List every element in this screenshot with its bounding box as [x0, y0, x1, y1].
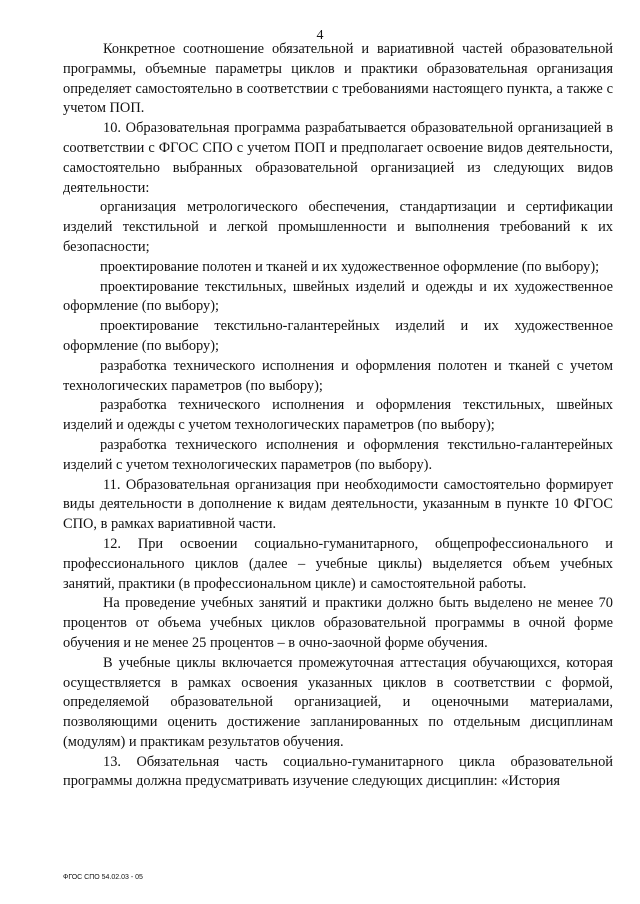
paragraph-attestation: В учебные циклы включается промежуточная аттестация обучающихся, которая осуществляется в рамках освоения указанных циклов в соответствии с формой, определяемой образовательной организацией, и оценочными материалами, позволяющими оценить достижение запланированных по отдельным дисциплинам (модулям) и практикам результатов обучения.	[63, 654, 613, 750]
list-item-fabric-engineering: разработка технического исполнения и оформления полотен и тканей с учетом технологических параметров (по выбору);	[63, 357, 613, 394]
paragraph-program-ratio: Конкретное соотношение обязательной и вариативной частей образовательной программы, объемные параметры циклов и практики образовательная организация определяет самостоятельно в соответствии с требованиями настоящего пункта, а также с учетом ПОП.	[63, 41, 613, 117]
list-item-haberdashery-design: проектирование текстильно-галантерейных изделий и их художественное оформление (по выбору);	[63, 318, 613, 354]
paragraph-item-12: 12. При освоении социально-гуманитарного, общепрофессионального и профессионального циклов (далее – учебные циклы) выделяется объем учебных занятий, практики (в профессиональном цикле) и самостоятельной работы.	[63, 535, 613, 592]
list-item-metrology: организация метрологического обеспечения, стандартизации и сертификации изделий текстильной и легкой промышленности и выполнения требований к их безопасности;	[63, 199, 613, 255]
footer-document-code: ФГОС СПО 54.02.03 - 05	[63, 874, 143, 881]
paragraph-item-13: 13. Обязательная часть социально-гуманитарного цикла образовательной программы должна предусматривать изучение следующих дисциплин: «История	[63, 753, 613, 790]
paragraph-item-10: 10. Образовательная программа разрабатывается образовательной организацией в соответствии с ФГОС СПО с учетом ПОП и предполагает освоение видов деятельности, самостоятельно выбранных образовательной организацией из следующих видов деятельности:	[63, 120, 613, 196]
document-body	[63, 40, 613, 792]
paragraph-item-11: 11. Образовательная организация при необходимости самостоятельно формирует виды деятельности в дополнение к видам деятельности, указанным в пункте 10 ФГОС СПО, в рамках вариативной части.	[63, 476, 613, 533]
list-item-garment-engineering: разработка технического исполнения и оформления текстильных, швейных изделий и одежды с учетом технологических параметров (по выбору);	[63, 397, 613, 434]
list-item-garment-design: проектирование текстильных, швейных изделий и одежды и их художественное оформление (по выбору);	[63, 278, 613, 315]
list-item-fabric-design: проектирование полотен и тканей и их художественное оформление (по выбору);	[100, 258, 600, 275]
list-item-haberdashery-engineering: разработка технического исполнения и оформления текстильно-галантерейных изделий с учетом технологических параметров (по выбору).	[63, 436, 613, 473]
paragraph-classes-volume: На проведение учебных занятий и практики должно быть выделено не менее 70 процентов от объема учебных циклов образовательной программы в очной форме обучения и не менее 25 процентов – в очно-заочной форме обучения.	[63, 595, 613, 651]
page-number: 4	[316, 28, 324, 43]
